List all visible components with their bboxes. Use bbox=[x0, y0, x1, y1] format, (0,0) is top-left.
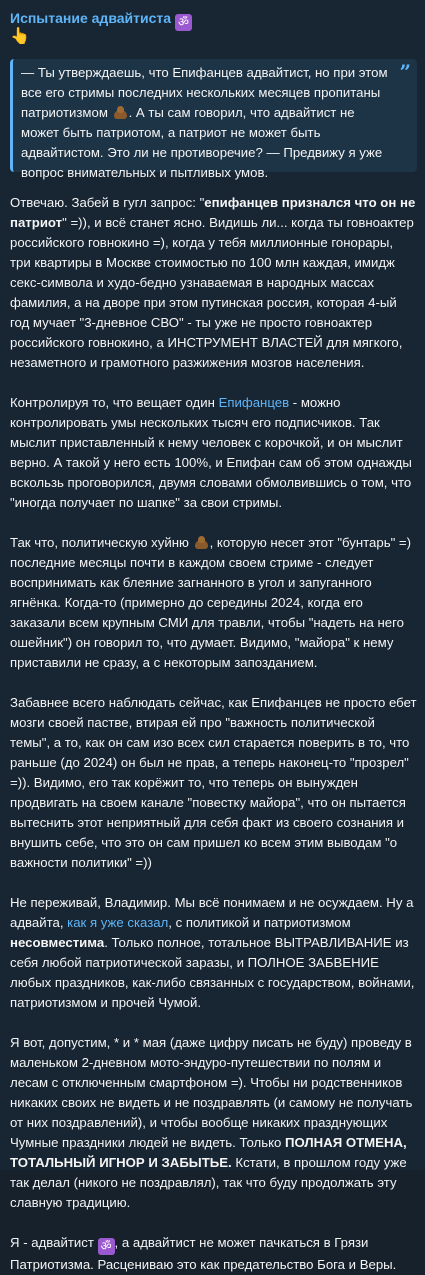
channel-title[interactable] bbox=[10, 9, 417, 27]
p1-bold: епифанцев признался что он не патриот bbox=[10, 195, 416, 230]
quote-text-part2: . А ты сам говорил, что адвайтист не может быть патриотом, а патриот не может быть адвайтистом. Это ли не противоречие? — Предвижу я уже вопрос внимательных и пытливых умов. bbox=[21, 105, 383, 180]
poop-icon bbox=[194, 535, 209, 549]
p3-text-a: Так что, политическую хуйню bbox=[10, 535, 189, 550]
pointing-hand-icon: 👆 bbox=[10, 28, 30, 45]
p1-text-c: " =)), и всё станет ясно. Видишь ли... когда ты говноактер российского говнокино =), когда у тебя миллионные гонорары, три квартиры в Москве стоимостью по 100 млн каждая, имидж секс-символа и худо-бедно узнаваемая в народных массах фамилия, а на дворе при этом путинская россия, которая 4-ый год мучает "3-дневное СВО" - ты уже не просто говноактер российского говнокино, а ИНСТРУМЕНТ ВЛАСТЕЙ для мягкого, незаметного и грамотного разжижения мозгов населения. bbox=[10, 215, 414, 370]
quote-icon: ” bbox=[399, 60, 411, 84]
title-text: Испытание адвайтиста bbox=[10, 10, 172, 26]
quote-text-part1: — Ты утверждаешь, что Епифанцев адвайтист, но при этом все его стримы последних нескольких месяцев пропитаны патриотизмом bbox=[21, 65, 388, 120]
om-icon: ॐ bbox=[175, 14, 192, 31]
paragraph-3 bbox=[10, 533, 417, 673]
p3-text-b: , которую несет этот "бунтарь" =) последние месяцы почти в каждом своем стриме - следует воспринимать как блеяние загнанного в угол и запуганного ягнёнка. Когда-то (примерно до середины 2024, когда его заказали всем крупным СМИ для травли, чтобы "надеть на него ошейник") он говорил то, что думает. Видимо, "майора" к нему приставили не сразу, а с некоторым запозданием. bbox=[10, 535, 412, 670]
p7-text-a: Я - адвайтист bbox=[10, 1235, 94, 1250]
paragraph-5 bbox=[10, 893, 417, 1013]
quote-block bbox=[10, 59, 417, 180]
epifantsev-link[interactable]: Епифанцев bbox=[218, 395, 290, 410]
om-icon: ॐ bbox=[98, 1238, 115, 1255]
p6-text-a: Я вот, допустим, * и * мая (даже цифру писать не буду) проведу в маленьком 2-дневном мото-эндуро-путешествии по полям и лесам с отключенным смартфоном =). Чтобы ни родственников никаких своих не видеть и не поздравлять (и самому не получать от них поздравлений), и чтобы вообще никаких празднующих Чумные праздники людей не видеть. Только bbox=[10, 1035, 413, 1150]
paragraph-2 bbox=[10, 393, 417, 513]
p6-text-b: Кстати, в прошлом году уже так делал (никого не поздравлял), так что буду продолжать эту славную традицию. bbox=[10, 1155, 407, 1210]
p5-text-c: . Только полное, тотальное ВЫТРАВЛИВАНИЕ из себя любой патриотической заразы, и ПОЛНОЕ ЗАБВЕНИЕ любых праздников, как-либо связанных с государством, войнами, патриотизмом и прочей Чумой. bbox=[10, 935, 415, 1010]
p6-bold: ПОЛНАЯ ОТМЕНА, ТОТАЛЬНЫЙ ИГНОР И ЗАБЫТЬЕ. bbox=[10, 1135, 407, 1170]
p2-text-a: Контролируя то, что вещает один bbox=[10, 395, 219, 410]
paragraph-7 bbox=[10, 1233, 417, 1275]
p5-bold: несовместима bbox=[10, 935, 105, 950]
paragraph-1 bbox=[10, 193, 417, 373]
p5-text-b: , с политикой и патриотизмом bbox=[168, 915, 351, 930]
paragraph-4: Забавнее всего наблюдать сейчас, как Епифанцев не просто ебет мозги своей пастве, втирая ей про "важность политической темы", а то, как он сам изо всех сил старается поверить в то, что раньше (до 2024) он был не прав, а теперь наконец-то "прозрел" =)). Видимо, его так корёжит то, что теперь он вынужден продвигать на своем канале "повестку майора", что он пытается вытеснить этот неприятный для себя факт из своего сознания и внушить себе, что это он сам пришел ко всем этим выводам "о важности политики" =)) bbox=[10, 695, 417, 870]
already-said-link[interactable]: как я уже сказал bbox=[67, 915, 169, 930]
p2-text-b: - можно контролировать умы нескольких тысяч его подписчиков. Так мыслит приставленный к нему человек с корочкой, и он мыслит верно. А такой у него есть 100%, и Епифан сам об этом однажды вскользь проговорился, двумя словами обмолвившись о том, что "иногда получает по шапке" за свои стримы. bbox=[10, 395, 412, 510]
p1-text-a: Отвечаю. Забей в гугл запрос: " bbox=[10, 195, 205, 210]
p5-text-a: Не переживай, Владимир. Мы всё понимаем и не осуждаем. Ну а адвайта, bbox=[10, 895, 414, 930]
p7-text-b: , а адвайтист не может пачкаться в Грязи Патриотизма. Расцениваю это как предательство Бога и Веры. bbox=[10, 1235, 397, 1272]
poop-icon bbox=[113, 105, 128, 119]
paragraph-6 bbox=[10, 1033, 417, 1213]
